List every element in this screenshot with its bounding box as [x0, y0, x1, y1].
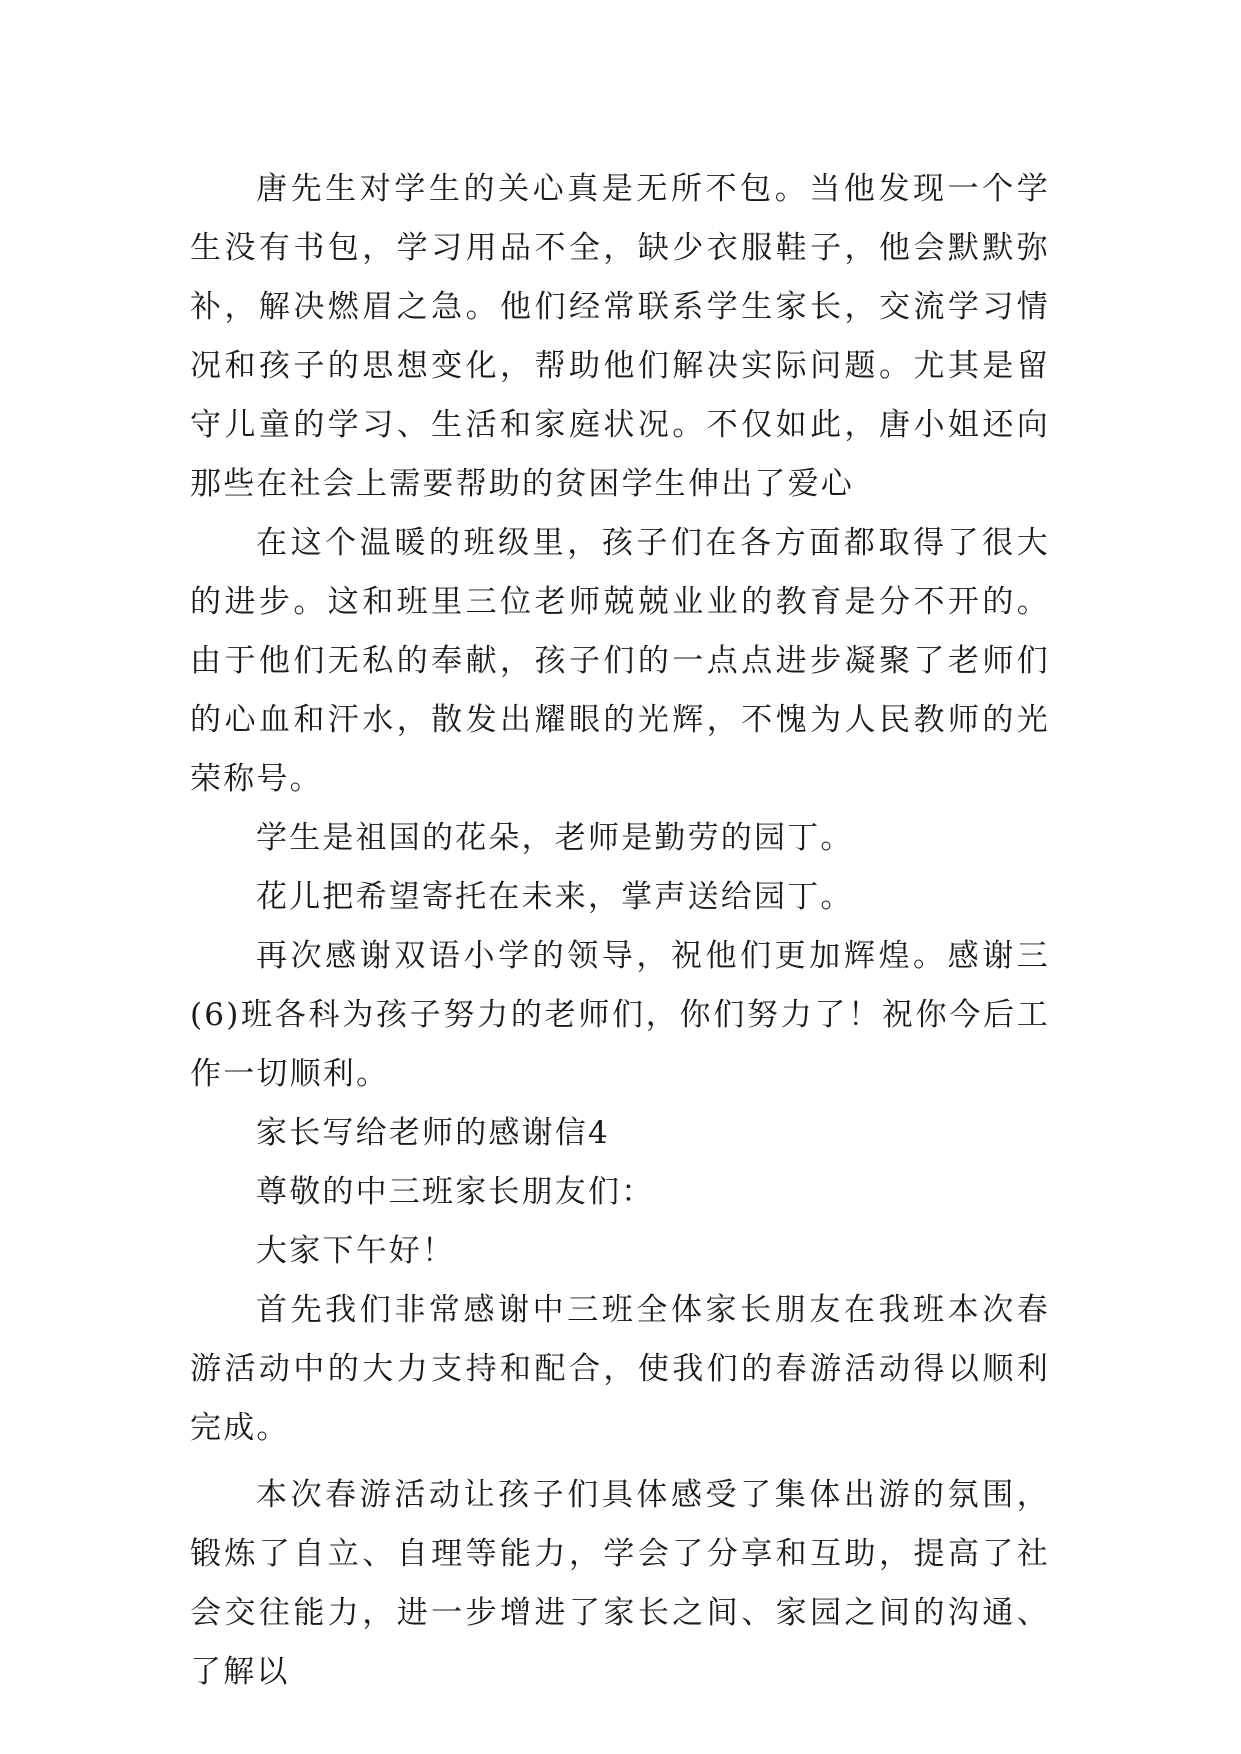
- paragraph-teacher-care: 唐先生对学生的关心真是无所不包。当他发现一个学生没有书包，学习用品不全，缺少衣服鞋子，他会默默弥补，解决燃眉之急。他们经常联系学生家长，交流学习情况和孩子的思想变化，帮助他们解决实际问题。尤其是留守儿童的学习、生活和家庭状况。不仅如此，唐小姐还向那些在社会上需要帮助的贫困学生伸出了爱心: [190, 171, 1050, 502]
- paragraph-class-progress: 在这个温暖的班级里，孩子们在各方面都取得了很大的进步。这和班里三位老师兢兢业业的教育是分不开的。由于他们无私的奉献，孩子们的一点点进步凝聚了老师们的心血和汗水，散发出耀眼的光辉，不愧为人民教师的光荣称号。: [190, 525, 1050, 797]
- paragraph-thanks-leaders: 再次感谢双语小学的领导，祝他们更加辉煌。感谢三(6)班各科为孩子努力的老师们，你们努力了！祝你今后工作一切顺利。: [190, 938, 1050, 1092]
- greeting: 大家下午好！: [256, 1233, 456, 1269]
- salutation: 尊敬的中三班家长朋友们：: [256, 1174, 655, 1210]
- paragraph-spring-trip-thanks: 首先我们非常感谢中三班全体家长朋友在我班本次春游活动中的大力支持和配合，使我们的春游活动得以顺利完成。: [190, 1292, 1050, 1446]
- paragraph-flowers-gardener: 学生是祖国的花朵，老师是勤劳的园丁。: [256, 820, 854, 856]
- section-heading-letter-4: 家长写给老师的感谢信4: [256, 1115, 610, 1151]
- document-body: [190, 160, 1050, 1702]
- paragraph-applause: 花儿把希望寄托在未来，掌声送给园丁。: [256, 879, 854, 915]
- paragraph-spring-trip-benefits: 本次春游活动让孩子们具体感受了集体出游的氛围，锻炼了自立、自理等能力，学会了分享和互助，提高了社会交往能力，进一步增进了家长之间、家园之间的沟通、了解以: [190, 1477, 1050, 1690]
